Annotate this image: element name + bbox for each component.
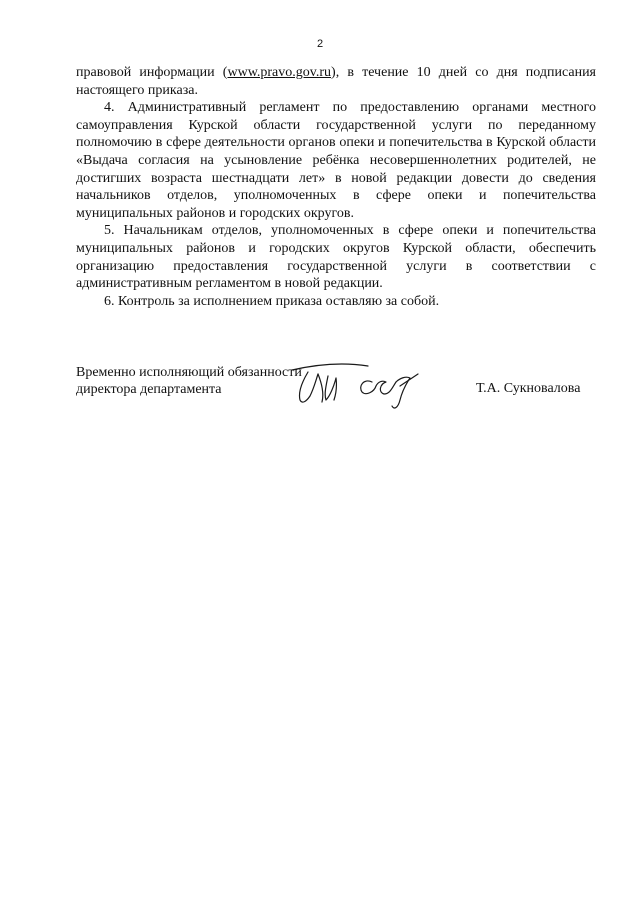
paragraph-6: 6. Контроль за исполнением приказа оставляю за собой. [104, 293, 440, 309]
position-line-2: директора департамента [76, 382, 222, 397]
signer-name: Т.А. Сукновалова [476, 381, 581, 396]
page-number: 2 [316, 38, 324, 50]
handwritten-signature [288, 352, 438, 412]
paragraph-3-text-start: правовой информации ( [76, 65, 228, 80]
paragraph-4: 4. Административный регламент по предоставлению органами местного самоуправления Курской области государственной услуги по переданному полномочию в сфере деятельности органов опеки и попечительства в Курской области «Выдача согласия на усыновление ребёнка несовершеннолетних родителей, не достигших возраста шестнадцати лет» в новой редакции довести до сведения начальников отделов, уполномоченных в сфере опеки и попечительства муниципальных районов и городских округов. [76, 100, 596, 221]
document-body [76, 64, 596, 310]
pravo-gov-link[interactable]: www.pravo.gov.ru [227, 65, 332, 80]
paragraph-3-text-end: ), в течение 10 дней со дня подписания настоящего приказа. [76, 65, 596, 98]
signature-position [76, 364, 302, 398]
paragraph-3-continuation [76, 64, 596, 99]
paragraph-5: 5. Начальникам отделов, уполномоченных в сфере опеки и попечительства муниципальных районов и городских округов Курской области, обеспечить организацию предоставления государственной услуги в соответствии с административным регламентом в новой редакции. [76, 223, 596, 292]
position-line-1: Временно исполняющий обязанности [76, 365, 302, 380]
